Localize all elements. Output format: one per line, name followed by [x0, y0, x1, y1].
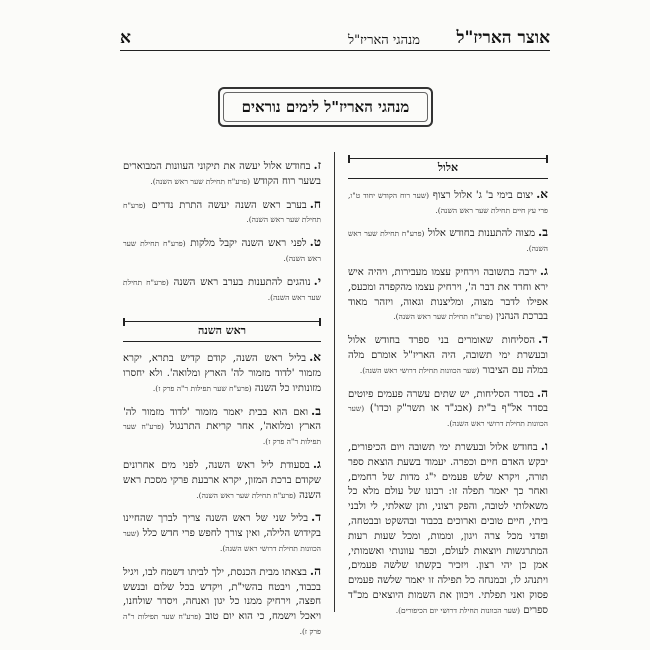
item-source: (שער הכוונות תחילת דרושי ראש השנה).	[348, 404, 548, 429]
item-text: נוהגים להתענות בערב ראש השנה	[173, 276, 311, 288]
list-item	[348, 332, 548, 378]
column-divider	[334, 152, 335, 612]
item-text: בסעודת ליל ראש השנה, לפני מים אחרונים שקודם ברכת המזון, יקרא ארבעת פרקי מסכת ראש השנה	[123, 459, 321, 501]
item-number: ה.	[309, 563, 321, 578]
list-item	[348, 264, 548, 325]
item-number: ד.	[538, 332, 548, 347]
item-source: (פרע"ח תחילת שער ראש השנה).	[348, 229, 548, 254]
item-text: בחודש אלול יעשה את תיקוני העוונות המבוארים בשער רוח הקודש	[123, 161, 321, 187]
list-item	[123, 274, 321, 306]
item-text: לפני ראש השנה יקבל מלקות	[190, 238, 307, 250]
item-text: מצוה להתענות בחודש אלול	[427, 228, 536, 240]
list-item	[348, 386, 548, 432]
item-source: (שער הכוונות תחילת דרושי ראש השנה).	[123, 529, 321, 553]
section-title-elul: אלול	[348, 158, 548, 179]
main-title: מנהגי האריז"ל לימים נוראים	[241, 97, 410, 116]
section-title-rosh-hashana: ראש השנה	[123, 321, 321, 342]
list-item	[123, 510, 321, 556]
item-text: בצאתו מבית הכנסת, ילך לביתו דשמח לבו, ויגיל בכבוד, ויבטח בהשי"ת, ויקדש בכל שלום ובנשש חפצה, וירחיק ממנו כל יגון ואנחה, ויסדר שולחנו, ויאכל וישמח, כי הוא יום טוב	[123, 566, 321, 623]
list-item	[123, 158, 321, 190]
item-number: ה.	[536, 385, 548, 400]
item-source: (פרע"ח שער תפילות ר"ה פרק ז).	[152, 383, 252, 393]
item-text: יצום בימי ב' ג' אלול רצוף	[432, 189, 534, 201]
item-source: (פרע"ח תחילת שער ראש השנה).	[196, 490, 296, 500]
left-column	[123, 158, 321, 647]
item-number: ט.	[309, 235, 321, 250]
item-text: בליל שני של ראש השנה צריך לברך שהחיינו בקידוש הלילה, ואין צורך לחפש פרי חדש כלל	[123, 513, 321, 540]
list-item	[123, 404, 321, 450]
item-source: (פרע"ח תחילת שער ראש השנה).	[150, 176, 251, 186]
item-source: (פרע"ח תחילת שער ראש השנה).	[123, 277, 321, 302]
item-text: בחודש אלול ובעשרת ימי תשובה ויום הכיפורים, יבקש האדם חיים וכפרה. יעמוד בשעת הוצאת ספר תורה, ויקרא שלש פעמים י"ג מדות של רחמים, ואחר כך יאמר תפלה זו: רבונו של עולם מלא כל משאלותי לטובה, והפק רצוני, ותן שאלתי, לי ולבני ביתי, חיים טובים וארוכים בכבוד ובהשקט ובבטחה, ופדני מכל צרה ויגון, וממות, ומכל שעות רעות המתרגשות ויוצאות לעולם, וכפר עוונותי ואשמותי, אמן כן יהי רצון. ויזכיר בקשתו שלשה פעמים, ויתנהג לו, ובמנחה כל תפילה זו יאמר שלשה פעמים פסוק ואני תפלתי. ויכוון את השמות היוצאים מכ"ד ספרים	[348, 441, 548, 616]
item-text: בסדר הסליחות, יש שתים עשרה פעמים פיוטים בסדר אל"ף ב"ית (אבג"ד או תשר"ק וכדו')	[348, 388, 548, 415]
item-source: (פרע"ח תחילת שער ראש השנה).	[393, 312, 493, 322]
item-number: ג.	[539, 263, 548, 278]
left-items	[123, 350, 321, 640]
list-item	[348, 439, 548, 619]
item-text: ירבה בתשובה וירחיק עצמו מעבירות, ויהיה איש ירא וחרד את דבר ה', וירחיק עצמו מהקפדה ומכעס, אפילו לדבר מצוה, ומליצנות וגאוה, ויזהר מאוד בברכת הנהנין	[348, 266, 548, 323]
header-rule	[120, 50, 550, 51]
item-source: (שער הכוונות תחילת דרושי יום הכיפורים).	[395, 605, 521, 615]
item-number: ו.	[540, 438, 548, 453]
item-number: א.	[309, 350, 321, 365]
page-number: א	[120, 28, 131, 48]
list-item	[123, 564, 321, 640]
item-source: (שער רוח הקודש יחוד ט"ו, פרי עץ חיים תחילת שער ראש השנה).	[348, 190, 548, 215]
list-item	[348, 187, 548, 219]
item-source: (פרע"ח שער תפילות ר"ה פרק ז).	[123, 422, 321, 447]
list-item	[123, 235, 321, 267]
item-number: ב.	[311, 403, 321, 418]
item-source: (פרע"ח שער תפילות ר"ה פרק ז).	[123, 612, 321, 636]
list-item	[123, 350, 321, 396]
item-number: א.	[536, 186, 549, 201]
item-source: (פרע"ח תחילת שער ראש השנה).	[123, 200, 321, 225]
book-title: אוצר האריז"ל	[456, 28, 550, 48]
item-number: ז.	[313, 158, 321, 172]
item-source: (פרע"ח תחילת שער ראש השנה).	[123, 239, 321, 263]
right-items	[348, 187, 548, 619]
item-text: ואם הוא בבית יאמר מזמור 'לדוד מזמור לה' הארץ ומלואה', אחר קריאת התרנגול	[123, 406, 321, 433]
item-source: (שער הכוונות תחילת דרושי ראש השנה).	[359, 365, 480, 375]
running-header	[120, 28, 550, 50]
right-column	[348, 158, 548, 626]
item-number: י.	[313, 273, 321, 288]
item-number: ח.	[309, 196, 321, 211]
list-item	[123, 197, 321, 229]
item-text: בליל ראש השנה, קודם קדיש בתרא, יקרא מזמור 'לדוד מזמור לה' הארץ ומלואה'. ולא יחסרו מזונותיו כל השנה	[123, 353, 321, 394]
title-frame	[218, 87, 433, 127]
list-item	[123, 457, 321, 503]
chapter-title: מנהגי האריז"ל	[347, 33, 420, 48]
list-item	[348, 225, 548, 257]
left-top-items	[123, 158, 321, 305]
item-text: בערב ראש השנה יעשה התרת נדרים	[151, 199, 307, 211]
item-number: ב.	[538, 225, 548, 240]
item-text: הסליחות שאומרים בני ספרד בחודש אלול ובעשרת ימי תשובה, היה האריז"ל אומרם מלה במלה עם הציבור	[348, 335, 548, 376]
item-number: ג.	[312, 456, 321, 471]
item-number: ד.	[311, 510, 321, 525]
